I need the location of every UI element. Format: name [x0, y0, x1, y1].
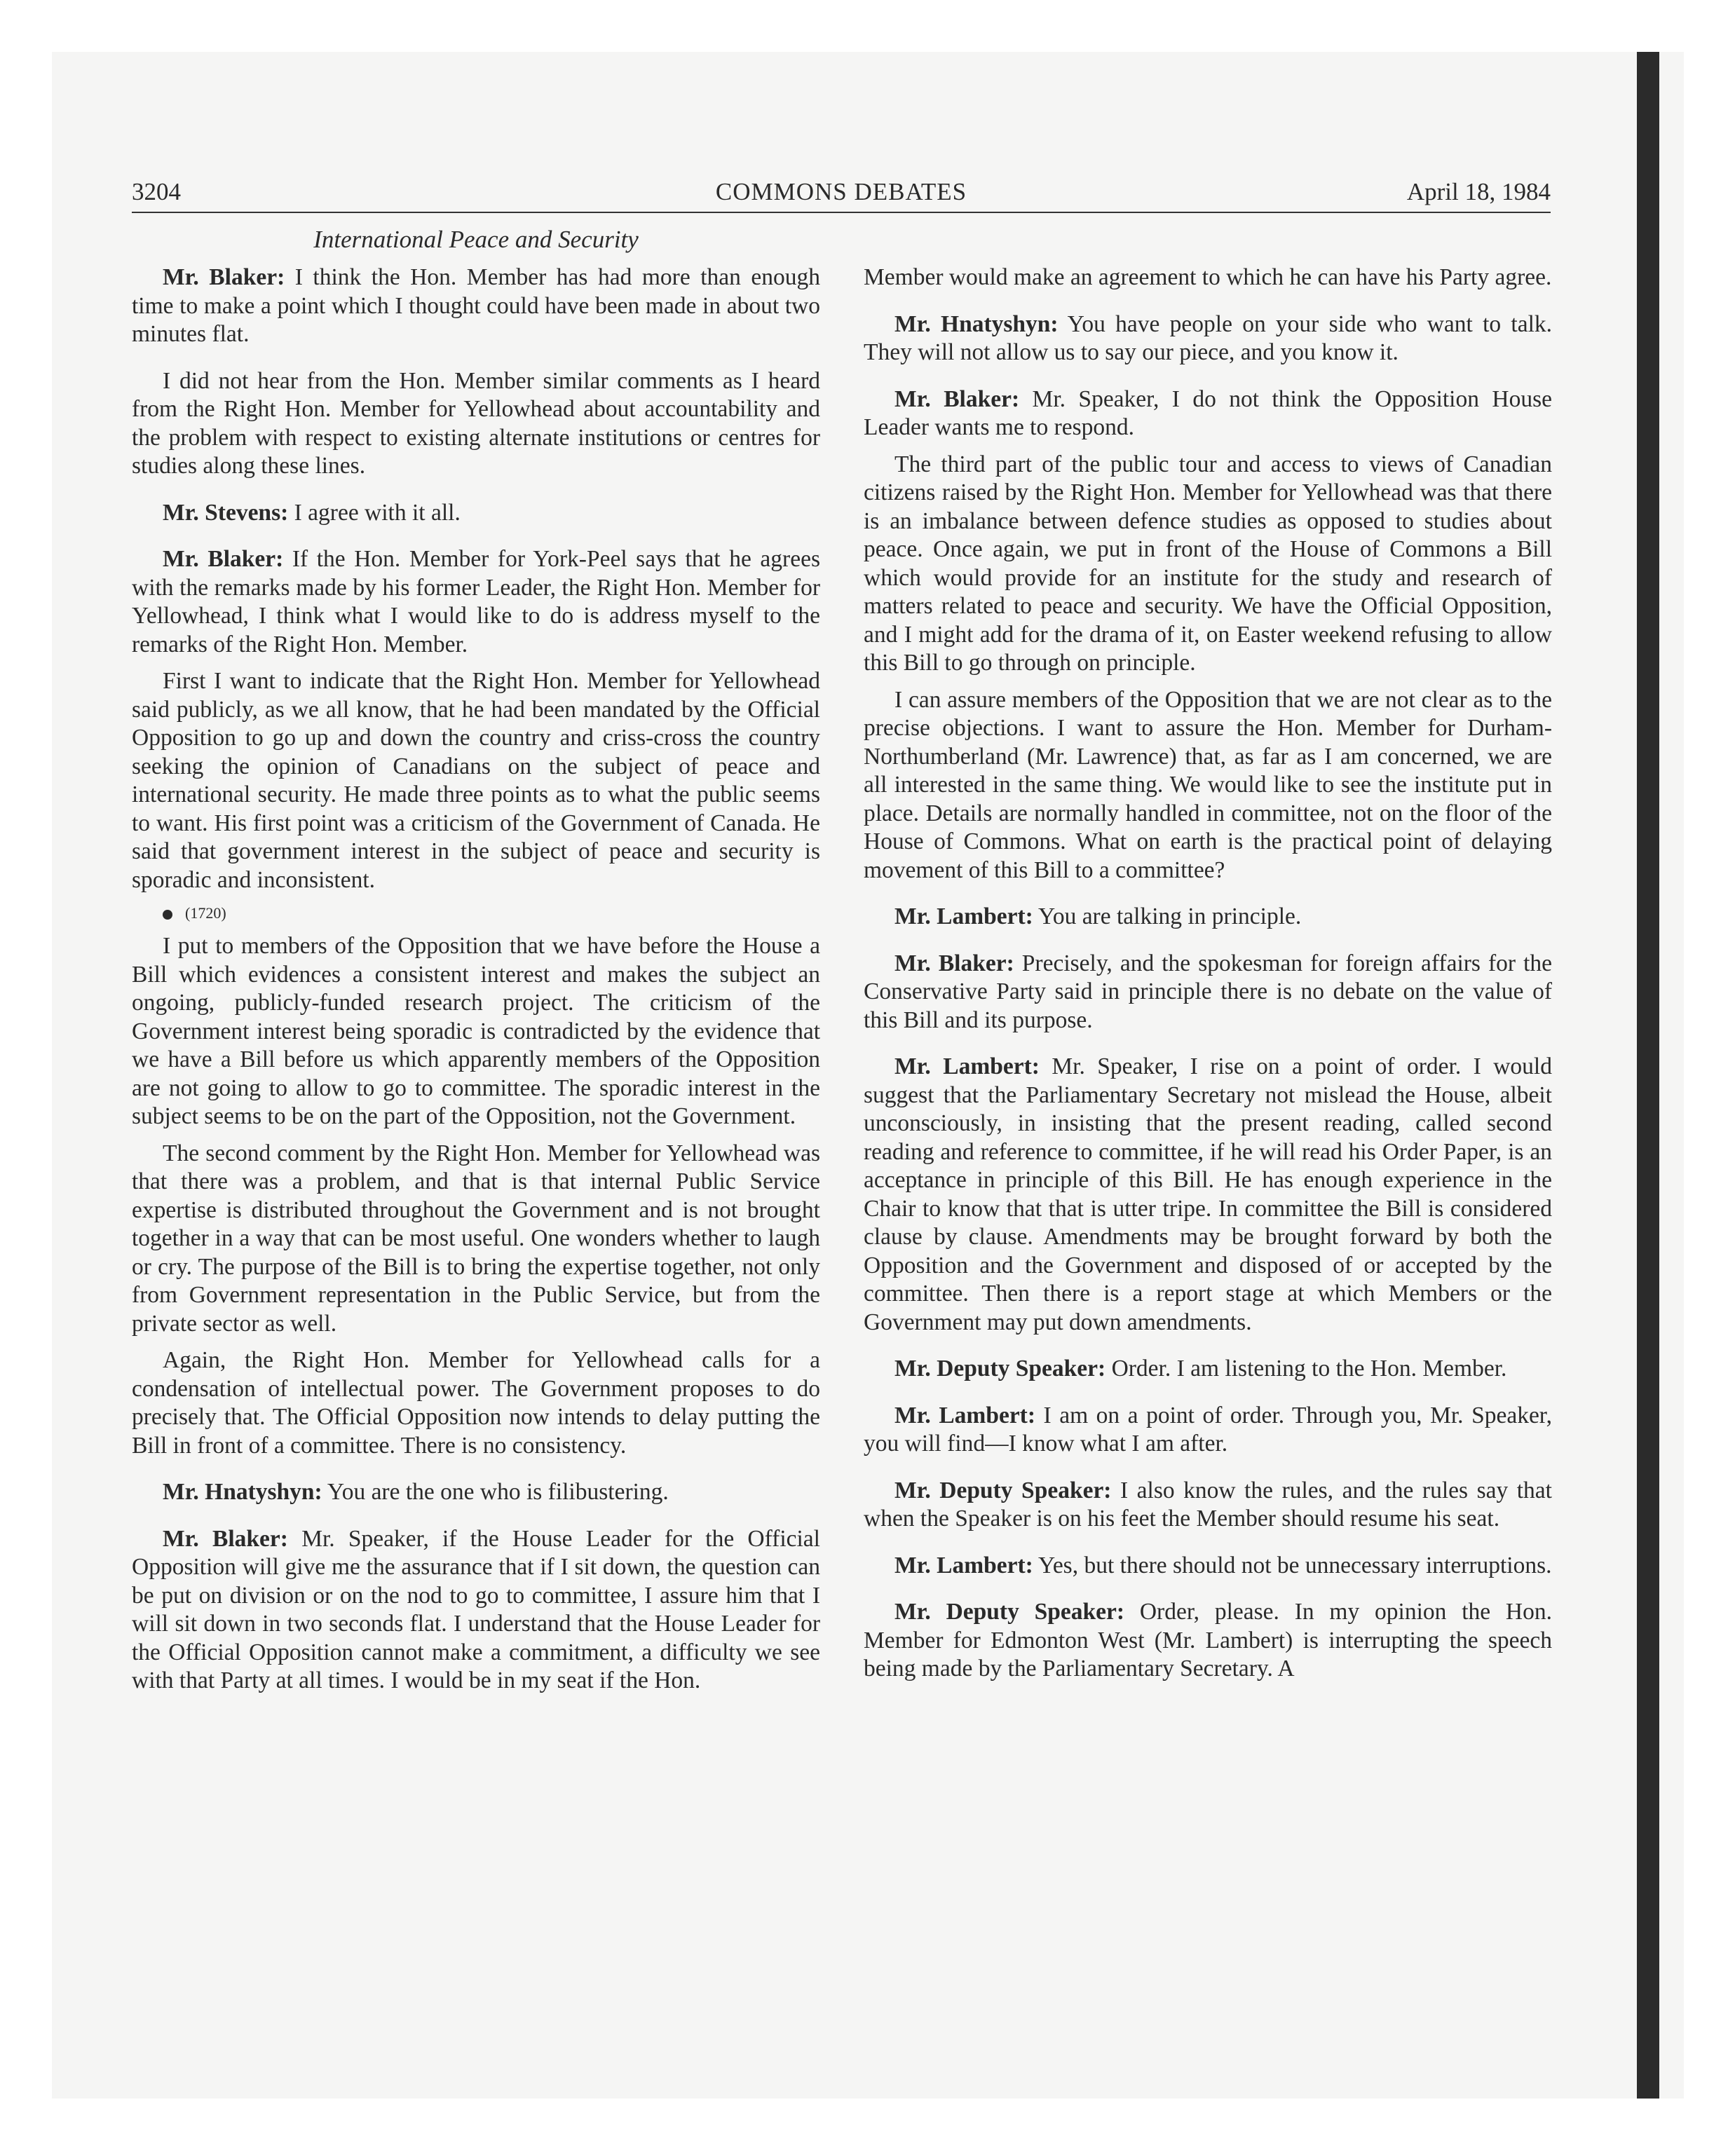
speech-text: Order. I am listening to the Hon. Member. — [1105, 1356, 1507, 1381]
speech-text: I agree with it all. — [288, 499, 461, 526]
speaker-name: Mr. Blaker: — [894, 386, 1020, 412]
speaker-name: Mr. Hnatyshyn: — [163, 1479, 322, 1505]
speech-text: You are talking in principle. — [1033, 903, 1302, 929]
subject-heading: International Peace and Security — [313, 226, 639, 253]
paragraph: I put to members of the Opposition that we have before the House a Bill which evidences a consistent interest and makes the subject an ongoing, publicly-funded research project. The criticism of the Government interest being sporadic is contradicted by the evidence that we have a Bill before us which apparently members of the Opposition are not going to allow to go to committee. The sporadic interest in the subject seems to be on the part of the Opposition, not the Government. — [132, 933, 820, 1129]
speech-text: I am on a point of order. Through you, Mr. Speaker, you will find—I know what I am after. — [864, 1402, 1553, 1456]
paragraph: Member would make an agreement to which he can have his Party agree. — [864, 264, 1552, 290]
paragraph: I did not hear from the Hon. Member similar comments as I heard from the Right Hon. Member for Yellowhead about accountability and the problem with respect to existing alternate institutions or centres for studies along these lines. — [132, 367, 820, 479]
speaker-name: Mr. Deputy Speaker: — [894, 1599, 1125, 1625]
speaker-name: Mr. Blaker: — [163, 546, 284, 572]
speech-text: Yes, but there should not be unnecessary interruptions. — [1033, 1552, 1552, 1578]
paragraph — [864, 1552, 1552, 1581]
speech-text: I think the Hon. Member has had more than enough time to make a point which I thought could have been made in about two minutes flat. — [132, 264, 821, 347]
left-column — [132, 264, 820, 1704]
paragraph — [864, 950, 1552, 1035]
speaker-name: Mr. Deputy Speaker: — [894, 1356, 1106, 1381]
paragraph — [864, 1477, 1552, 1534]
paragraph: The second comment by the Right Hon. Member for Yellowhead was that there was a problem, and that is that internal Public Service expertise is distributed throughout the Government and is not brought together in a way that can be most useful. One wonders whether to laugh or cry. The purpose of the Bill is to bring the expertise together, not only from Government representation in the Public Service, but from the private sector as well. — [132, 1140, 820, 1337]
paragraph — [132, 264, 820, 349]
speech-text: Mr. Speaker, I rise on a point of order. I would suggest that the Parliamentary Secretary not mislead the House, albeit unconsciously, in insisting that the present reading, called second reading and reference to committee, if he will read his Order Paper, is an acceptance in principle of this Bill. He has enough experience in the Chair to know that that is utter tripe. In committee the Bill is considered clause by clause. Amendments may be brought forward by both the Opposition and the Government and disposed of or accepted by the committee. Then there is a report stage at which Members or the Government may put down amendments. — [864, 1053, 1552, 1335]
paragraph — [864, 903, 1552, 932]
speaker-name: Mr. Lambert: — [894, 903, 1033, 929]
speaker-name: Mr. Blaker: — [163, 264, 285, 290]
bullet-icon — [163, 910, 172, 920]
speaker-name: Mr. Hnatyshyn: — [894, 311, 1059, 337]
speaker-name: Mr. Lambert: — [894, 1053, 1040, 1079]
speaker-name: Mr. Lambert: — [894, 1552, 1033, 1578]
paragraph: The third part of the public tour and access to views of Canadian citizens raised by the Right Hon. Member for Yellowhead was that there is an imbalance between defence studies as opposed to studies about peace. Once again, we put in front of the House of Commons a Bill which would provide for an institute for the study and research of matters related to peace and security. We have the Official Opposition, and I might add for the drama of it, on Easter weekend refusing to allow this Bill to go through on principle. — [864, 451, 1552, 676]
right-column — [864, 264, 1552, 1692]
paragraph — [864, 1053, 1552, 1337]
paragraph: I can assure members of the Opposition that we are not clear as to the precise objections. I want to assure the Hon. Member for Durham-Northumberland (Mr. Lawrence) that, as far as I am concerned, we are all interested in the same thing. We would like to see the institute put in place. Details are normally handled in committee, not on the floor of the House of Commons. What on earth is the practical point of delaying movement of this Bill to a committee? — [864, 686, 1552, 883]
paragraph — [864, 1598, 1552, 1684]
paragraph: First I want to indicate that the Right Hon. Member for Yellowhead said publicly, as we all know, that he had been mandated by the Official Opposition to go up and down the country and criss-cross the country seeking the opinion of Canadians on the subject of peace and international security. He made three points as to what the public seems to want. His first point was a criticism of the Government of Canada. He said that government interest in the subject of peace and security is sporadic and inconsistent. — [132, 668, 820, 893]
publication-title: COMMONS DEBATES — [715, 178, 967, 205]
speaker-name: Mr. Stevens: — [163, 499, 289, 526]
speaker-name: Mr. Blaker: — [894, 950, 1014, 976]
paragraph — [132, 1525, 820, 1696]
paragraph: Again, the Right Hon. Member for Yellowhead calls for a condensation of intellectual power. The Government proposes to do precisely that. The Official Opposition now intends to delay putting the Bill in front of a committee. There is no consistency. — [132, 1347, 820, 1459]
speech-text: Order, please. In my opinion the Hon. Member for Edmonton West (Mr. Lambert) is interrupting the speech being made by the Parliamentary Secretary. A — [864, 1599, 1552, 1681]
publication-date: April 18, 1984 — [1406, 178, 1551, 205]
speech-text: If the Hon. Member for York-Peel says that he agrees with the remarks made by his former Leader, the Right Hon. Member for Yellowhead, I think what I would like to do is address myself to the remarks of the Right Hon. Member. — [132, 546, 820, 657]
speech-text: I also know the rules, and the rules say that when the Speaker is on his feet the Member should resume his seat. — [864, 1477, 1552, 1531]
time-stamp — [132, 903, 820, 924]
speech-text: Mr. Speaker, if the House Leader for the Official Opposition will give me the assurance that if I sit down, the question can be put on division or on the nod to go to committee, I assure him that I will sit down in two seconds flat. I understand that the House Leader for the Official Opposition cannot make a commitment, a difficulty we see with that Party at all times. I would be in my seat if the Hon. — [132, 1525, 820, 1693]
speaker-name: Mr. Deputy Speaker: — [894, 1477, 1112, 1503]
speech-text: Mr. Speaker, I do not think the Opposition House Leader wants me to respond. — [864, 386, 1553, 440]
speech-text: Precisely, and the spokesman for foreign affairs for the Conservative Party said in principle there is no debate on the value of this Bill and its purpose. — [864, 950, 1553, 1033]
page-number: 3204 — [132, 178, 181, 205]
time-stamp-text: (1720) — [185, 904, 226, 922]
speaker-name: Mr. Lambert: — [894, 1402, 1035, 1428]
speech-text: You are the one who is filibustering. — [322, 1479, 669, 1505]
paragraph — [864, 1355, 1552, 1384]
paragraph — [132, 499, 820, 528]
paragraph — [864, 386, 1552, 442]
speech-text: You have people on your side who want to talk. They will not allow us to say our piece, and you know it. — [864, 311, 1552, 365]
paragraph — [864, 1402, 1552, 1459]
paragraph — [864, 311, 1552, 367]
speaker-name: Mr. Blaker: — [163, 1525, 288, 1552]
paragraph — [132, 1478, 820, 1507]
page-header — [132, 178, 1551, 213]
paragraph — [132, 545, 820, 659]
scan-edge — [1637, 52, 1659, 2099]
